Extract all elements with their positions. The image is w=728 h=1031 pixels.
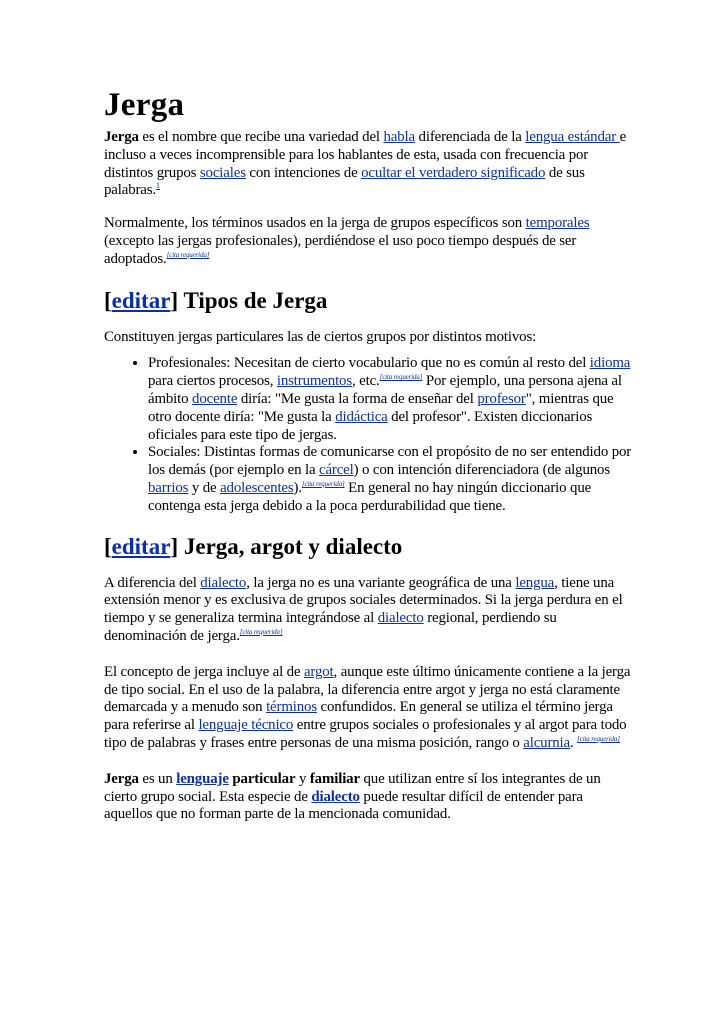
link-lengua[interactable]: lengua (515, 574, 555, 591)
citation-needed (577, 734, 620, 743)
link-argot[interactable]: argot (303, 663, 334, 680)
link-dialecto-bold[interactable]: dialecto (311, 788, 360, 805)
text: del profesor". Existen diccionarios oficiales para este tipo de jergas. (148, 408, 593, 443)
link-carcel[interactable]: cárcel (318, 462, 354, 479)
text: , la jerga no es una variante geográfica de una (246, 574, 516, 591)
text: (excepto las jergas profesionales), perdiéndose el uso poco tiempo después de ser adoptados. (104, 232, 577, 267)
text: regional, perdiendo su denominación de jerga. (104, 610, 557, 644)
paragraph-argot (104, 664, 634, 753)
link-docente[interactable]: docente (192, 390, 238, 407)
link-lenguaje[interactable]: lenguaje (176, 770, 229, 787)
paragraph-dialecto (104, 575, 634, 646)
text: puede resultar difícil de entender para aquellos que no forman parte de la mencionada comunidad. (104, 788, 583, 823)
text: El concepto de jerga incluye al de (104, 663, 304, 680)
text: con intenciones de (245, 164, 362, 181)
term-bold: particular (232, 770, 296, 787)
text: , tiene una extensión menor y es exclusiva de grupos sociales determinados. Si la jerga perdura en el tiempo y se generaliza termina integrándose al (104, 574, 623, 627)
text: diferenciada de la (414, 129, 526, 145)
link-barrios[interactable]: barrios (148, 479, 189, 496)
citation-needed-link[interactable]: [cita requerida] (577, 734, 620, 743)
text: Profesionales: Necesitan de cierto vocabulario que no es común al resto del (148, 355, 590, 372)
link-sociales[interactable]: sociales (199, 164, 246, 181)
link-temporales[interactable]: temporales (525, 215, 590, 232)
section-intro: Constituyen jergas particulares las de ciertos grupos por distintos motivos: (104, 328, 537, 345)
citation-needed (240, 627, 283, 636)
link-dialecto[interactable]: dialecto (200, 574, 247, 591)
link-idioma[interactable]: idioma (589, 355, 631, 372)
citation-needed-link[interactable]: [cita requerida] (239, 627, 283, 636)
term-bold: Jerga (104, 770, 139, 787)
link-terminos[interactable]: términos (266, 699, 317, 716)
reference-link[interactable]: 1 (155, 181, 160, 191)
jerga-types-list (104, 355, 634, 515)
text: Sociales: Distintas formas de comunicarse con el propósito de no ser entendido por los demás (por ejemplo en la (148, 444, 632, 479)
list-item-profesionales (148, 355, 634, 444)
term-bold: Jerga (104, 129, 139, 145)
text: confundidos. En general se utiliza el término jerga para referirse al (104, 699, 613, 734)
text: , aunque este último únicamente contiene a la jerga de tipo social. En el uso de la palabra, la diferencia entre argot y jerga no está claramente demarcada y a menudo son (104, 663, 631, 716)
text: de sus palabras. (104, 164, 585, 199)
paragraph-definicion (104, 771, 634, 824)
citation-needed (167, 250, 210, 259)
text: A diferencia del (104, 574, 201, 591)
link-alcurnia[interactable]: alcurnia (523, 734, 571, 751)
citation-needed-link[interactable]: [cita requerida] (166, 250, 210, 259)
citation-needed-link[interactable]: [cita requerida] (379, 373, 423, 382)
text: . (570, 734, 578, 751)
text: que utilizan entre sí los integrantes de un cierto grupo social. Esta especie de (104, 770, 601, 805)
text: Normalmente, los términos usados en la jerga de grupos específicos son (104, 215, 526, 232)
link-profesor[interactable]: profesor (477, 390, 526, 407)
text: ) o con intención diferenciadora (de algunos (353, 462, 610, 479)
link-lengua-estandar[interactable]: lengua estándar (525, 129, 620, 145)
edit-link[interactable]: editar (111, 287, 171, 313)
reference-marker (156, 181, 160, 190)
text: , etc. (352, 373, 380, 390)
text: y de (188, 479, 221, 496)
link-habla[interactable]: habla (383, 129, 415, 145)
section-heading-argot (104, 533, 634, 561)
citation-needed (380, 372, 423, 381)
bracket: ] (170, 533, 179, 559)
text: e incluso a veces incomprensible para los hablantes de esta, usada con frecuencia por distintos grupos (104, 129, 627, 181)
section-title: Tipos de Jerga (178, 287, 328, 313)
term-bold: familiar (309, 770, 360, 787)
paragraph-temporales (104, 215, 634, 268)
list-item-sociales (148, 444, 634, 515)
edit-link[interactable]: editar (111, 533, 171, 559)
link-instrumentos[interactable]: instrumentos (276, 373, 352, 390)
link-ocultar-significado[interactable]: ocultar el verdadero significado (361, 164, 546, 181)
text: ). (293, 479, 302, 496)
intro-paragraph (104, 129, 634, 200)
link-didactica[interactable]: didáctica (335, 408, 388, 425)
link-lenguaje-tecnico[interactable]: lenguaje técnico (198, 717, 294, 734)
text: es el nombre que recibe una variedad del (138, 129, 384, 145)
text: entre grupos sociales o profesionales y al argot para todo tipo de palabras y frases entre personas de una misma posición, rango o (104, 717, 627, 751)
citation-needed-link[interactable]: [cita requerida] (301, 479, 345, 488)
section-title: Jerga, argot y dialecto (178, 533, 403, 559)
text: y (295, 770, 310, 787)
link-adolescentes[interactable]: adolescentes (220, 479, 294, 496)
bracket: [ (104, 533, 112, 559)
section-heading-tipos (104, 287, 634, 315)
text: En general no hay ningún diccionario que contenga esta jerga debido a la poca perdurabilidad que tiene. (148, 479, 592, 514)
link-dialecto-regional[interactable]: dialecto (377, 610, 424, 627)
text: Por ejemplo, una persona ajena al ámbito (148, 373, 622, 407)
text: diría: "Me gusta la forma de enseñar del (237, 390, 478, 407)
text: es un (138, 770, 177, 787)
text: para ciertos procesos, (148, 373, 277, 390)
citation-needed (302, 479, 345, 488)
bracket: ] (170, 287, 179, 313)
text: ", mientras que otro docente diría: "Me gusta la (148, 390, 614, 425)
article (104, 88, 634, 842)
bracket: [ (104, 287, 112, 313)
page-title: Jerga (104, 87, 185, 123)
